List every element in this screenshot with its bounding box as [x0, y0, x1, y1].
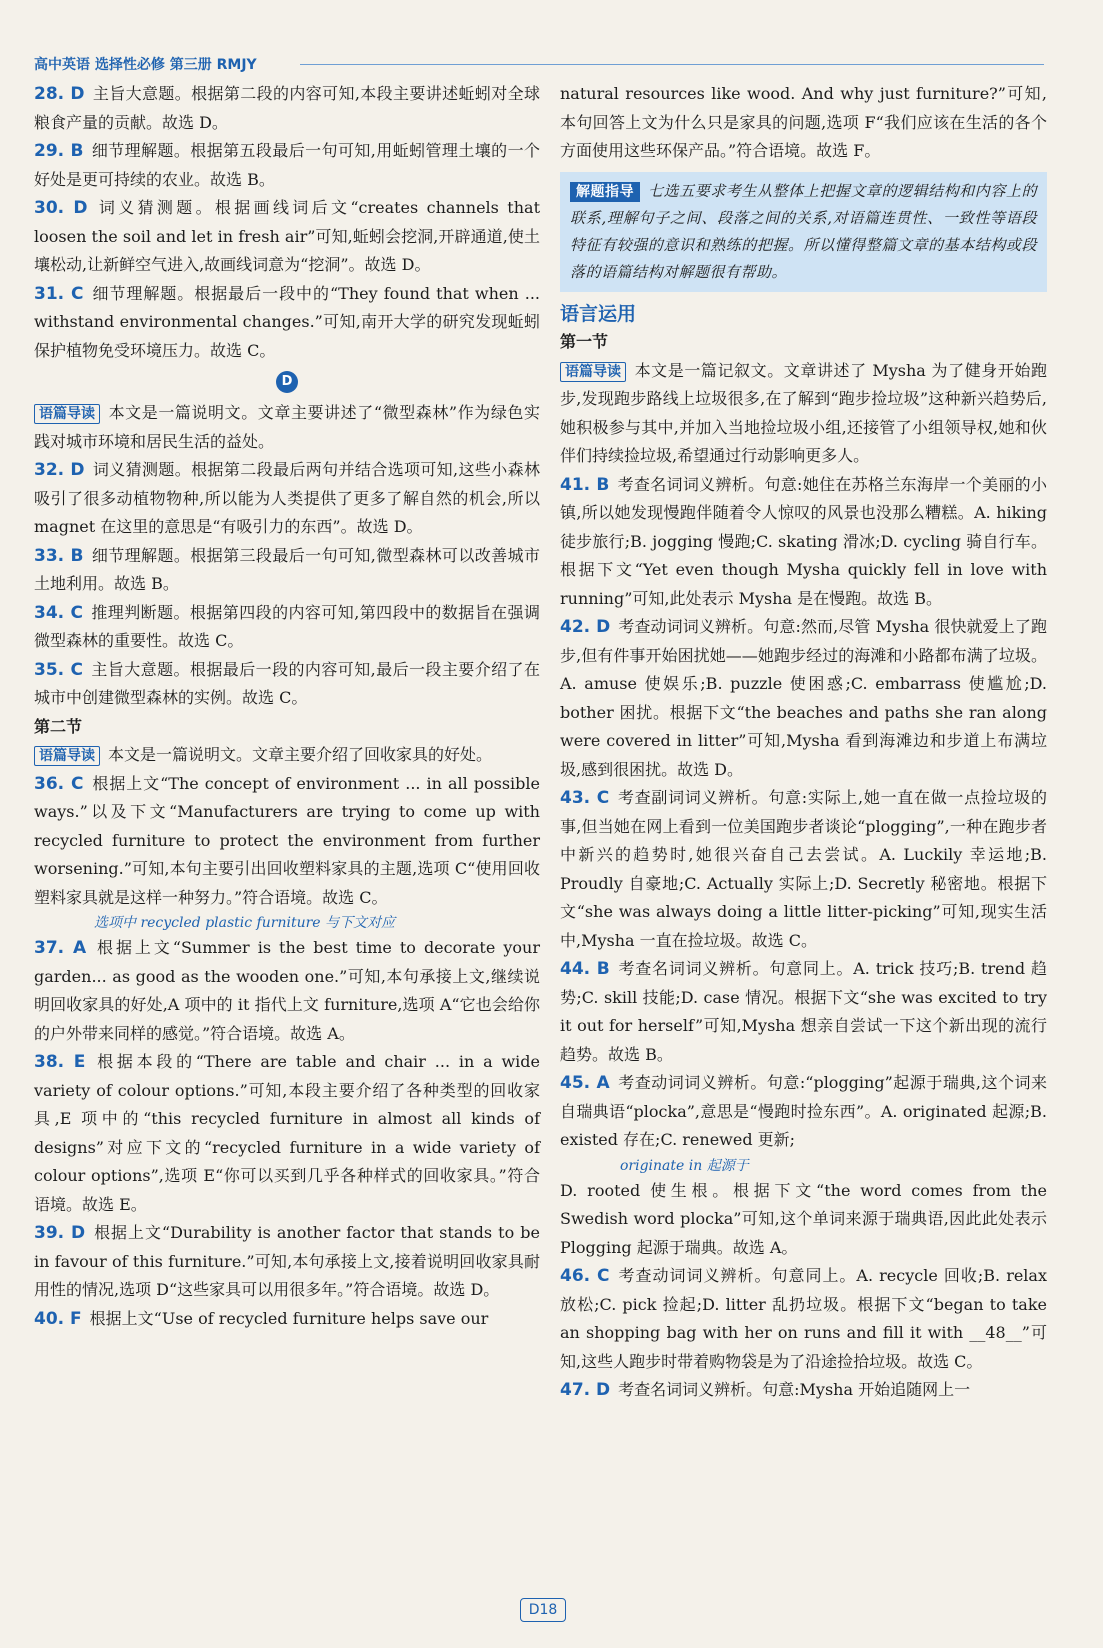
- answer-number: 42. D: [560, 617, 611, 637]
- answer-number: 38. E: [34, 1052, 86, 1072]
- answer-item: [34, 599, 540, 656]
- explanation-text: natural resources like wood. And why just furniture?”可知,本句回答上文为什么只是家具的问题,选项 F“我们应该在生活的各个方面使用这些环保产品。”符合语境。故选 F。: [560, 84, 1047, 160]
- answer-item: [34, 80, 540, 137]
- explanation-text: 考查动词词义辨析。句意:“plogging”起源于瑞典,这个词来自瑞典语“plocka”,意思是“慢跑时捡东西”。A. originated 起源;B. existed 存在;C. renewed 更新;: [560, 1073, 1047, 1149]
- part-heading: 语言运用: [560, 302, 637, 325]
- answer-item: [34, 137, 540, 194]
- answer-item: [34, 194, 540, 280]
- answer-number: 29. B: [34, 141, 84, 161]
- answer-number: 35. C: [34, 659, 83, 680]
- explanation-text: 根据本段的“There are table and chair ... in a wide variety of colour options.”可知,本段主要介绍了各种类型的回收家具,E 项中的“this recycled furniture in almost all kinds of designs”对应下文的“recycled furniture in a wide variety of colour options”,选项 E“你可以买到几乎各种样式的回收家具。”符合语境。故选 E。: [34, 1052, 540, 1214]
- reading-guide-tag: 语篇导读: [34, 746, 100, 766]
- explanation-text: 词义猜测题。根据画线词后文“creates channels that loosen the soil and let in fresh air”可知,蚯蚓会挖洞,开辟通道,使土壤松动,让新鲜空气进入,故画线词意为“挖洞”。故选 D。: [34, 198, 540, 274]
- answer-number: 28. D: [34, 84, 85, 104]
- reading-guide-tag: 语篇导读: [34, 404, 100, 424]
- answer-number: 34. C: [34, 602, 83, 623]
- header-rule: [300, 64, 1044, 65]
- solving-guide-box: [560, 172, 1047, 292]
- answer-number: 37. A: [34, 938, 87, 958]
- explanation-text: 本文是一篇说明文。文章主要讲述了“微型森林”作为绿色实践对城市环境和居民生活的益处。: [34, 403, 540, 451]
- answer-item: [34, 934, 540, 1048]
- reading-guide: [34, 399, 540, 456]
- explanation-text: 考查副词词义辨析。句意:实际上,她一直在做一点捡垃圾的事,但当她在网上看到一位美国跑步者谈论“plogging”,一种在跑步者中新兴的趋势时,她很兴奋自己去尝试。A. Luckily 幸运地;B. Proudly 自豪地;C. Actually 实际上;D. Secretly 秘密地。根据下文“she was always doing a little litter-picking”可知,现实生活中,Mysha 一直在捡垃圾。故选 C。: [560, 788, 1047, 950]
- handwritten-note: 选项中 recycled plastic furniture 与下文对应: [94, 915, 396, 931]
- answer-number: 31. C: [34, 283, 84, 304]
- answer-item: [34, 770, 540, 935]
- explanation-text: 细节理解题。根据第五段最后一句可知,用蚯蚓管理土壤的一个好处是更可持续的农业。故选 B。: [34, 141, 540, 189]
- answer-number: 30. D: [34, 198, 88, 218]
- answer-item: [34, 1305, 540, 1334]
- answer-item: [34, 656, 540, 713]
- answer-item: [560, 955, 1047, 1069]
- guide-tag: 解题指导: [570, 182, 640, 202]
- answer-item: [34, 542, 540, 599]
- explanation-text: 本文是一篇说明文。文章主要介绍了回收家具的好处。: [108, 745, 493, 764]
- explanation-text: 考查名词词义辨析。句意:她住在苏格兰东海岸一个美丽的小镇,所以她发现慢跑伴随着令人惊叹的风景也没那么糟糕。A. hiking 徒步旅行;B. jogging 慢跑;C. skating 滑冰;D. cycling 骑自行车。根据下文“Yet even though Mysha quickly fell in love with running”可知,此处表示 Mysha 是在慢跑。故选 B。: [560, 474, 1047, 608]
- answer-item: [560, 613, 1047, 784]
- answer-item: [560, 1376, 1047, 1405]
- explanation-text: 根据上文“Durability is another factor that stands to be in favour of this furniture.”可知,本句承接上文,接着说明回收家具耐用性的情况,选项 D“这些家具可以用很多年。”符合语境。故选 D。: [34, 1223, 540, 1299]
- explanation-text: 根据上文“Summer is the best time to decorate your garden... as good as the wooden one.”可知,本句承接上文,继续说明回收家具的好处,A 项中的 it 指代上文 furniture,选项 A“它也会给你的户外带来同样的感觉。”符合语境。故选 A。: [34, 938, 540, 1043]
- answer-number: 32. D: [34, 460, 85, 480]
- right-column: [560, 80, 1047, 1405]
- answer-item: [560, 471, 1047, 614]
- explanation-text: 主旨大意题。根据第二段的内容可知,本段主要讲述蚯蚓对全球粮食产量的贡献。故选 D。: [34, 84, 540, 132]
- answer-number: 47. D: [560, 1380, 611, 1400]
- reading-guide: [560, 357, 1047, 471]
- page-header: [34, 54, 1044, 76]
- section-heading: 第一节: [560, 332, 609, 351]
- explanation-text: 考查名词词义辨析。句意:Mysha 开始追随网上一: [618, 1380, 971, 1399]
- answer-item: [560, 784, 1047, 955]
- answer-number: 39. D: [34, 1223, 86, 1243]
- section-letter-badge: D: [276, 371, 298, 393]
- explanation-text: 推理判断题。根据第四段的内容可知,第四段中的数据旨在强调微型森林的重要性。故选 C。: [34, 602, 540, 650]
- left-column: [34, 80, 540, 1333]
- answer-item: [34, 456, 540, 542]
- header-title: 高中英语 选择性必修 第三册 RMJY: [34, 57, 257, 73]
- answer-number: 33. B: [34, 545, 84, 566]
- answer-item: [34, 280, 540, 366]
- guide-text: 七选五要求考生从整体上把握文章的逻辑结构和内容上的联系,理解句子之间、段落之间的关系,对语篇连贯性、一致性等语段特征有较强的意识和熟练的把握。所以懂得整篇文章的基本结构或段落的语篇结构对解题很有帮助。: [570, 181, 1037, 281]
- explanation-text: 本文是一篇记叙文。文章讲述了 Mysha 为了健身开始跑步,发现跑步路线上垃圾很多,在了解到“跑步捡垃圾”这种新兴趋势后,她积极参与其中,并加入当地捡垃圾小组,还接管了小组领导权,她和伙伴们持续捡垃圾,希望通过行动影响更多人。: [560, 360, 1047, 465]
- page-number: D18: [520, 1598, 566, 1622]
- explanation-text: 根据上文“The concept of environment ... in all possible ways.”以及下文“Manufacturers are trying to come up with recycled furniture to protect the environment from further worsening.”可知,本句主要引出回收塑料家具的主题,选项 C“使用回收塑料家具就是这样一种努力。”符合语境。故选 C。: [34, 773, 540, 907]
- section-marker: [34, 365, 540, 399]
- explanation-text: 考查动词词义辨析。句意同上。A. recycle 回收;B. relax 放松;C. pick 捡起;D. litter 乱扔垃圾。根据下文“began to take an shopping bag with her on runs and fill it with __48__”可知,这些人跑步时带着购物袋是为了沿途捡拾垃圾。故选 C。: [560, 1266, 1047, 1371]
- explanation-text: 细节理解题。根据第三段最后一句可知,微型森林可以改善城市土地利用。故选 B。: [34, 545, 540, 593]
- answer-item: [560, 80, 1047, 166]
- explanation-text: 考查动词词义辨析。句意:然而,尽管 Mysha 很快就爱上了跑步,但有件事开始困扰她——她跑步经过的海滩和小路都布满了垃圾。A. amuse 使娱乐;B. puzzle 使困惑;C. embarrass 使尴尬;D. bother 困扰。根据下文“the beaches and paths she ran along were covered in litter”可知,Mysha 看到海滩边和步道上布满垃圾,感到很困扰。故选 D。: [560, 617, 1047, 779]
- explanation-text: 根据上文“Use of recycled furniture helps save our: [89, 1308, 489, 1328]
- answer-item: [34, 1219, 540, 1305]
- answer-number: 40. F: [34, 1308, 82, 1329]
- reading-guide: [34, 741, 540, 770]
- answer-number: 41. B: [560, 474, 610, 495]
- answer-item: [560, 1262, 1047, 1376]
- explanation-text: 词义猜测题。根据第二段最后两句并结合选项可知,这些小森林吸引了很多动植物物种,所以能为人类提供了更多了解自然的机会,所以 magnet 在这里的意思是“有吸引力的东西”。故选 D。: [34, 460, 540, 536]
- answer-number: 43. C: [560, 788, 610, 808]
- explanation-text: 细节理解题。根据最后一段中的“They found that when ... withstand environmental changes.”可知,南开大学的研究发现蚯蚓保护植物免受环境压力。故选 C。: [34, 283, 540, 360]
- answer-number: 46. C: [560, 1266, 610, 1286]
- answer-number: 45. A: [560, 1073, 610, 1093]
- section-heading: 第二节: [34, 716, 83, 736]
- reading-guide-tag: 语篇导读: [560, 362, 626, 382]
- answer-item: [560, 1069, 1047, 1262]
- handwritten-note: originate in 起源于: [620, 1157, 749, 1174]
- answer-number: 36. C: [34, 773, 84, 794]
- answer-number: 44. B: [560, 959, 610, 979]
- answer-item: [34, 1048, 540, 1219]
- explanation-text: 考查名词词义辨析。句意同上。A. trick 技巧;B. trend 趋势;C. skill 技能;D. case 情况。根据下文“she was excited to try it out for herself”可知,Mysha 想亲自尝试一下这个新出现的流行趋势。故选 B。: [560, 959, 1047, 1064]
- explanation-text-continued: D. rooted 使生根。根据下文“the word comes from the Swedish word plocka”可知,这个单词来源于瑞典语,因此此处表示 Plogging 起源于瑞典。故选 A。: [560, 1180, 1047, 1257]
- explanation-text: 主旨大意题。根据最后一段的内容可知,最后一段主要介绍了在城市中创建微型森林的实例。故选 C。: [34, 659, 540, 707]
